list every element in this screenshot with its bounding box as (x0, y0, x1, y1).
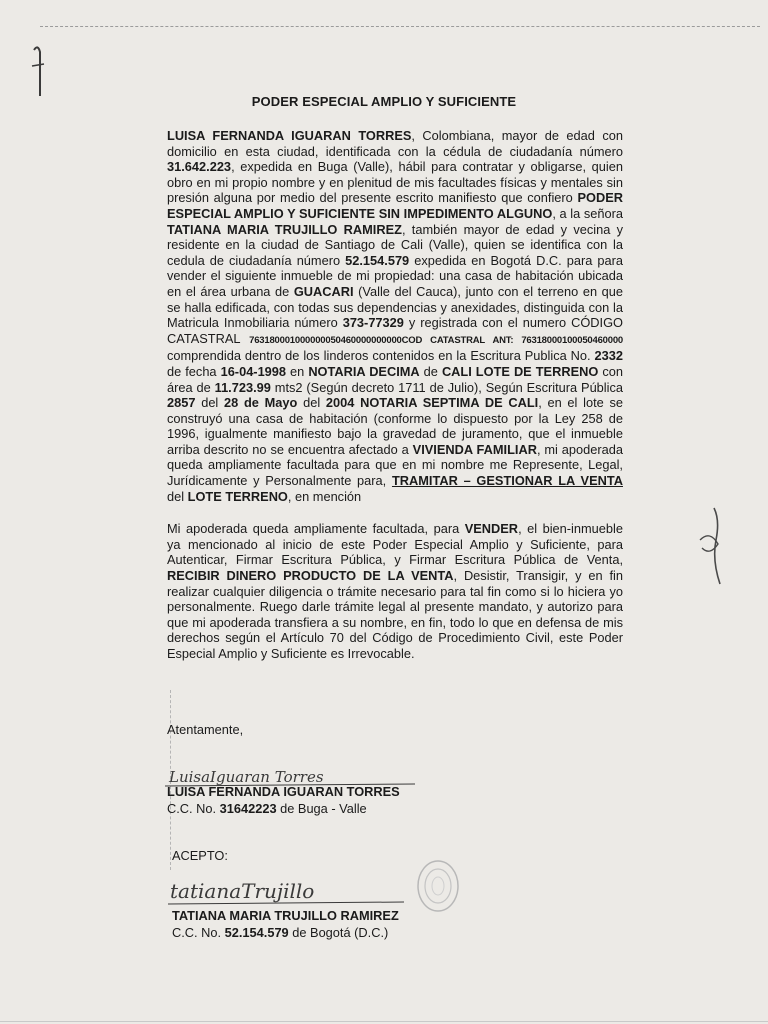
signer2-id (172, 925, 388, 940)
attorney-id: 52.154.579 (345, 252, 410, 268)
paragraph-faculties (167, 521, 623, 661)
text-span: C.C. No. (167, 801, 220, 816)
text-span: Mi apoderada queda ampliamente facultada, para (167, 521, 465, 537)
cadastral-code: 763180001000000050460000000000COD CATASTRAL ANT: 76318000100050460000 (249, 334, 624, 346)
signer2-name: TATIANA MARIA TRUJILLO RAMIREZ (172, 908, 399, 923)
text-span: , mi apoderada queda ampliamente facultada para que en mi nombre me Represente, Legal, Jurídicamente y Personalmente para, (167, 441, 623, 489)
document-body (167, 128, 623, 662)
margin-mark-icon (28, 40, 48, 100)
sell-label: VENDER (464, 521, 519, 537)
paragraph-power-grant (167, 128, 623, 504)
lot-area: 11.723.99 (214, 379, 271, 395)
scan-bottom-edge (0, 1020, 768, 1022)
lot-label: CALI LOTE DE TERRENO (441, 363, 599, 379)
signature-luisa-text: LuisaIguaran Torres (169, 768, 324, 786)
document-title: PODER ESPECIAL AMPLIO Y SUFICIENTE (251, 94, 517, 109)
text-span: , expedida en Buga (Valle), hábil para contratar y obligarse, quien obro en mi propio nombre y en plenitud de mis facultades físicas y mentales sin presión alguna por medio del presente escrito manifiesto que confiero (167, 159, 623, 206)
text-span: , también mayor de edad y vecina y residente en la ciudad de Santiago de Cali (Valle), quien se identifica con la cedula de ciudadanía número (167, 221, 624, 268)
receive-money-label: RECIBIR DINERO PRODUCTO DE LA VENTA (167, 568, 454, 584)
text-span: , Colombiana, mayor de edad con domicilio en esta ciudad, identificada con la cédula de ciudadanía número (167, 128, 623, 159)
text-span: de Bogotá (D.C.) (288, 925, 389, 940)
deed-date: 16-04-1998 (220, 363, 287, 379)
text-span: de (419, 363, 442, 379)
signer1-id-number: 31642223 (219, 801, 277, 816)
margin-initial-icon (690, 500, 740, 590)
property-town: GUACARI (293, 283, 354, 299)
closing-salutation: Atentamente, (167, 722, 244, 737)
text-span: , Desistir, Transigir, y en fin realizar cualquier diligencia o trámite necesario para tal fin como si lo hiciera yo personalmente. Ruego darle trámite legal al presente mandato, y autorizo para que mi apoderada transfiera a su nombre, en fin, todo lo que en defensa de mis derechos según el Artículo 70 del Código de Procedimiento Civil, este Poder Especial Amplio y Suficiente es Irrevocable. (167, 568, 623, 661)
signature-tatiana-text: tatianaTrujillo (170, 879, 315, 903)
scan-top-edge (40, 26, 760, 29)
text-span: , en mención (287, 488, 362, 504)
grantor-name: LUISA FERNANDA IGUARAN TORRES (167, 128, 412, 143)
sale-action: TRAMITAR – GESTIONAR LA VENTA (391, 473, 623, 489)
signature-tatiana-icon (168, 872, 408, 908)
text-span: mts2 (Según decreto 1711 de Julio), Según Escritura Pública (270, 379, 623, 395)
attorney-name: TATIANA MARIA TRUJILLO RAMIREZ (167, 221, 402, 237)
text-span: y registrada con el numero CÓDIGO CATASTRAL (167, 315, 623, 346)
deed-date-2: 28 de Mayo (224, 395, 298, 411)
lot-label-2: LOTE TERRENO (187, 488, 288, 504)
text-span: del (297, 395, 326, 411)
text-span: de fecha (167, 363, 221, 379)
signer1-name: LUISA FERNANDA IGUARAN TORRES (167, 784, 400, 799)
notary-name-2: 2004 NOTARIA SEPTIMA DE CALI (325, 395, 539, 411)
deed-number: 2332 (594, 348, 623, 364)
family-housing: VIVIENDA FAMILIAR (412, 441, 537, 457)
text-span: de Buga - Valle (276, 801, 367, 816)
text-span: en (286, 363, 309, 379)
text-span: , el bien-inmueble ya mencionado al inicio de este Poder Especial Amplio y Suficiente, para Autenticar, Firmar Escritura Pública, y Firmar Escritura Pública de Venta, (167, 521, 623, 568)
notary-name: NOTARIA DECIMA (308, 363, 420, 379)
power-type: PODER ESPECIAL AMPLIO Y SUFICIENTE SIN IMPEDIMENTO ALGUNO (167, 190, 623, 221)
property-registration: 373-77329 (342, 315, 404, 331)
text-span: comprendida dentro de los linderos contenidos en la Escritura Publica No. (167, 348, 595, 364)
signer2-id-number: 52.154.579 (224, 925, 289, 940)
fingerprint-icon (414, 858, 462, 914)
text-span: C.C. No. (172, 925, 225, 940)
text-span: , a la señora (552, 205, 623, 221)
text-span: con área de (167, 363, 623, 395)
signer1-id (167, 801, 367, 816)
text-span: del (195, 395, 225, 411)
acceptance-label: ACEPTO: (172, 848, 228, 863)
text-span: expedida en Bogotá D.C. para para vender el siguiente inmueble de mi propiedad: una casa de habitación ubicada en el área urbana de (167, 252, 624, 299)
grantor-id: 31.642.223 (167, 159, 232, 175)
text-span: del (167, 488, 188, 504)
text-span: , en el lote se construyó una casa de habitación (conforme lo dispuesto por la Ley 258 de 1996, igualmente manifiesto bajo la gravedad de juramento, que el inmueble arriba descrito no se encuentra afectado a (167, 395, 623, 457)
text-span: (Valle del Cauca), junto con el terreno en que se halla edificada, con todas sus dependencias y anexidades, distinguida con la Matricula Inmobiliaria número (167, 283, 623, 331)
deed-number-2: 2857 (167, 395, 196, 411)
